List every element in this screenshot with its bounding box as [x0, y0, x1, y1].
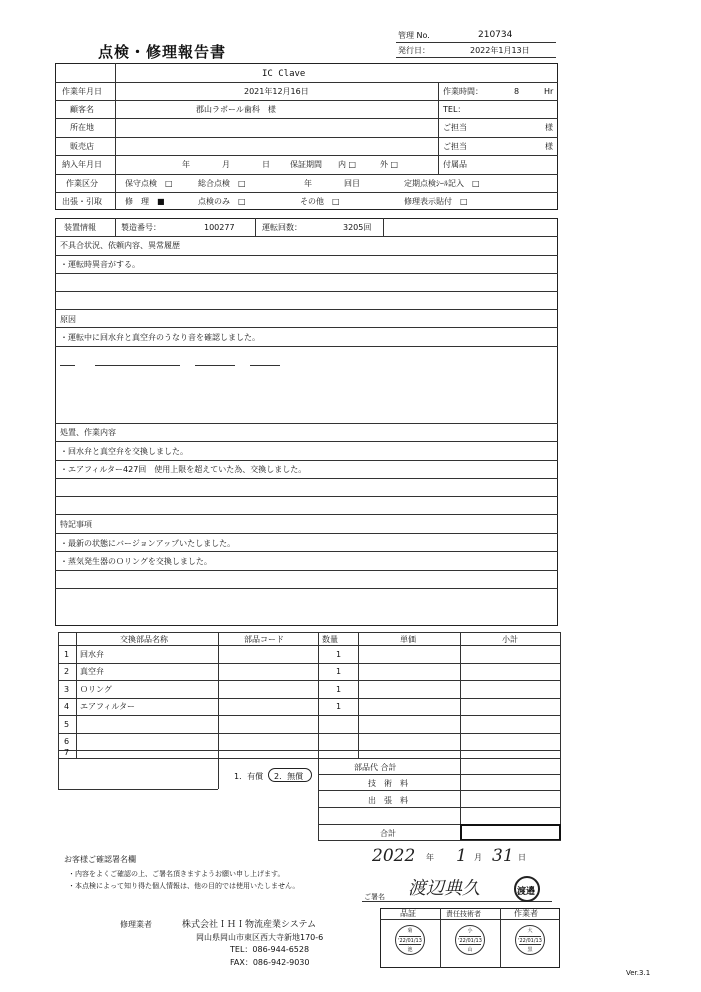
- customer-signature: 渡辺典久: [408, 878, 480, 899]
- stamp-bottom: 黒: [527, 947, 533, 953]
- tel-label: TEL：: [443, 105, 466, 114]
- management-no: 210734: [478, 30, 513, 40]
- action-title: 処置、作業内容: [60, 428, 116, 437]
- stamp-date: '22/01/13: [398, 938, 422, 944]
- warranty-in-checkbox[interactable]: 内 □: [338, 160, 357, 169]
- sign-day-unit: 日: [518, 853, 526, 862]
- periodic-sticker-checkbox[interactable]: 定期点検ｼｰﾙ記入 □: [404, 179, 480, 188]
- work-hours-label: 作業時間：: [443, 87, 483, 96]
- row-no: 6: [64, 737, 70, 746]
- qa-stamp: [395, 925, 425, 955]
- company-name: 株式会社ＩＨＩ物流産業システム: [182, 920, 317, 930]
- confirm-title: お客様ご確認署名欄: [64, 855, 136, 864]
- dealer-label: 販売店: [70, 142, 94, 151]
- check-only-checkbox[interactable]: 点検のみ □: [198, 197, 246, 206]
- delivery-month: 月: [222, 160, 230, 169]
- document-title: 点検・修理報告書: [98, 43, 227, 61]
- stamp-header-worker: 作業者: [514, 909, 538, 918]
- confirm-line-1: ・内容をよくご確認の上、ご署名頂きますようお願い申し上げます。: [68, 870, 285, 878]
- accessories-label: 付属品: [443, 160, 467, 169]
- serial-number: 100277: [204, 223, 235, 232]
- cause-title: 原因: [60, 315, 76, 324]
- trip-pickup-label: 出張・引取: [62, 197, 102, 206]
- action-line-1: ・回水弁と真空弁を交換しました。: [60, 447, 188, 456]
- management-no-label: 管理 No.: [398, 31, 430, 40]
- row-no: 3: [64, 685, 70, 694]
- notes-line-1: ・最新の状態にバージョンアップいたしました。: [60, 539, 236, 548]
- stamp-header-qa: 品証: [400, 909, 416, 918]
- row-part-name: エアフィルター: [80, 702, 136, 711]
- signature-label: ご署名: [364, 893, 385, 901]
- work-date: 2021年12月16日: [244, 87, 309, 96]
- col-part-code: 部品コード: [244, 635, 284, 644]
- stamp-top: 大: [527, 928, 533, 934]
- other-checkbox[interactable]: その他 □: [300, 197, 340, 206]
- company-address: 岡山県岡山市東区西大寺新地170-6: [196, 933, 324, 942]
- row-no: 2: [64, 667, 70, 676]
- stamp-top: 小: [467, 928, 473, 934]
- run-count-label: 運転回数：: [262, 223, 302, 232]
- customer-label: 顧客名: [70, 105, 94, 114]
- sign-month: 1: [456, 846, 467, 866]
- sama-1: 様: [545, 123, 553, 132]
- repair-sticker-checkbox[interactable]: 修理表示貼付 □: [404, 197, 468, 206]
- row-no: 4: [64, 702, 70, 711]
- serial-label: 製造番号：: [121, 223, 161, 232]
- tech-fee-label: 技 術 料: [368, 779, 408, 788]
- seal-text: 渡邉: [517, 887, 536, 897]
- work-date-label: 作業年月日: [62, 87, 102, 96]
- sign-year-unit: 年: [426, 853, 434, 862]
- col-part-name: 交換部品名称: [120, 635, 168, 644]
- row-part-name: 真空弁: [80, 667, 104, 676]
- issue-line-1: ・運転時異音がする。: [60, 260, 140, 269]
- warranty-label: 保証期間: [290, 160, 322, 169]
- product-name: IC Clave: [262, 69, 306, 79]
- row-qty: 1: [336, 650, 342, 659]
- device-info-label: 装置情報: [64, 223, 96, 232]
- delivery-date-label: 納入年月日: [62, 160, 102, 169]
- notes-title: 特記事項: [60, 520, 92, 529]
- company-tel: TEL：086-944-6528: [230, 945, 310, 954]
- cause-line-1: ・運転中に回水弁と真空弁のうなり音を確認しました。: [60, 333, 260, 342]
- row-no: 1: [64, 650, 70, 659]
- work-category-label: 作業区分: [66, 179, 98, 188]
- repair-checkbox[interactable]: 修 理 ■: [125, 197, 165, 206]
- stamp-bottom: 山: [467, 947, 473, 953]
- worker-stamp: [515, 925, 545, 955]
- sign-day: 31: [492, 846, 514, 866]
- notes-line-2: ・蒸気発生器のＯリングを交換しました。: [60, 557, 212, 566]
- customer-name: 郡山ラボール歯科 様: [196, 105, 276, 114]
- stamp-top: 菊: [407, 928, 413, 934]
- row-no: 5: [64, 720, 70, 729]
- issue-date: 2022年1月13日: [470, 46, 530, 55]
- free-option[interactable]: 2．無償: [274, 772, 304, 781]
- col-qty: 数量: [322, 635, 338, 644]
- issue-date-label: 発行日：: [398, 46, 430, 55]
- parts-table: [58, 632, 561, 842]
- row-part-name: 回水弁: [80, 650, 104, 659]
- company-fax: FAX：086-942-9030: [230, 958, 310, 967]
- row-no: 7: [64, 748, 70, 757]
- general-inspection-checkbox[interactable]: 総合点検 □: [198, 179, 246, 188]
- contact-label-1: ご担当: [443, 123, 467, 132]
- parts-total-label: 部品代 合計: [354, 763, 397, 772]
- stamp-date: '22/01/13: [458, 938, 482, 944]
- customer-seal: [514, 876, 540, 902]
- engineer-stamp: [455, 925, 485, 955]
- sama-2: 様: [545, 142, 553, 151]
- repairer-label: 修理業者: [120, 920, 152, 929]
- delivery-year: 年: [182, 160, 190, 169]
- year-marker: 年: [304, 179, 312, 188]
- stamp-bottom: 池: [407, 947, 413, 953]
- paid-option[interactable]: 1．有償: [234, 772, 264, 781]
- hours-unit: Hr: [544, 87, 554, 96]
- col-subtotal: 小計: [502, 635, 518, 644]
- action-line-2: ・エアフィルター427回 使用上限を超えていた為、交換しました。: [60, 465, 307, 474]
- issue-title: 不具合状況、依頼内容、異常履歴: [60, 241, 180, 250]
- sign-year: 2022: [372, 846, 416, 866]
- stamp-header-engineer: 責任技術者: [446, 910, 481, 918]
- address-label: 所在地: [70, 123, 94, 132]
- row-qty: 1: [336, 685, 342, 694]
- version: Ver.3.1: [626, 969, 651, 977]
- row-qty: 1: [336, 702, 342, 711]
- sign-month-unit: 月: [474, 853, 482, 862]
- total-label: 合計: [380, 829, 396, 838]
- col-unit-price: 単価: [400, 635, 416, 644]
- delivery-day: 日: [262, 160, 270, 169]
- work-hours: 8: [514, 87, 520, 96]
- maintenance-checkbox[interactable]: 保守点検 □: [125, 179, 173, 188]
- contact-label-2: ご担当: [443, 142, 467, 151]
- row-qty: 1: [336, 667, 342, 676]
- confirm-line-2: ・本点検によって知り得た個人情報は、他の目的では使用いたしません。: [68, 882, 300, 890]
- row-part-name: Ｏリング: [80, 685, 112, 694]
- times-marker: 回目: [344, 179, 360, 188]
- run-count: 3205回: [343, 223, 372, 232]
- warranty-out-checkbox[interactable]: 外 □: [380, 160, 399, 169]
- trip-fee-label: 出 張 料: [368, 796, 408, 805]
- stamp-date: '22/01/13: [518, 938, 542, 944]
